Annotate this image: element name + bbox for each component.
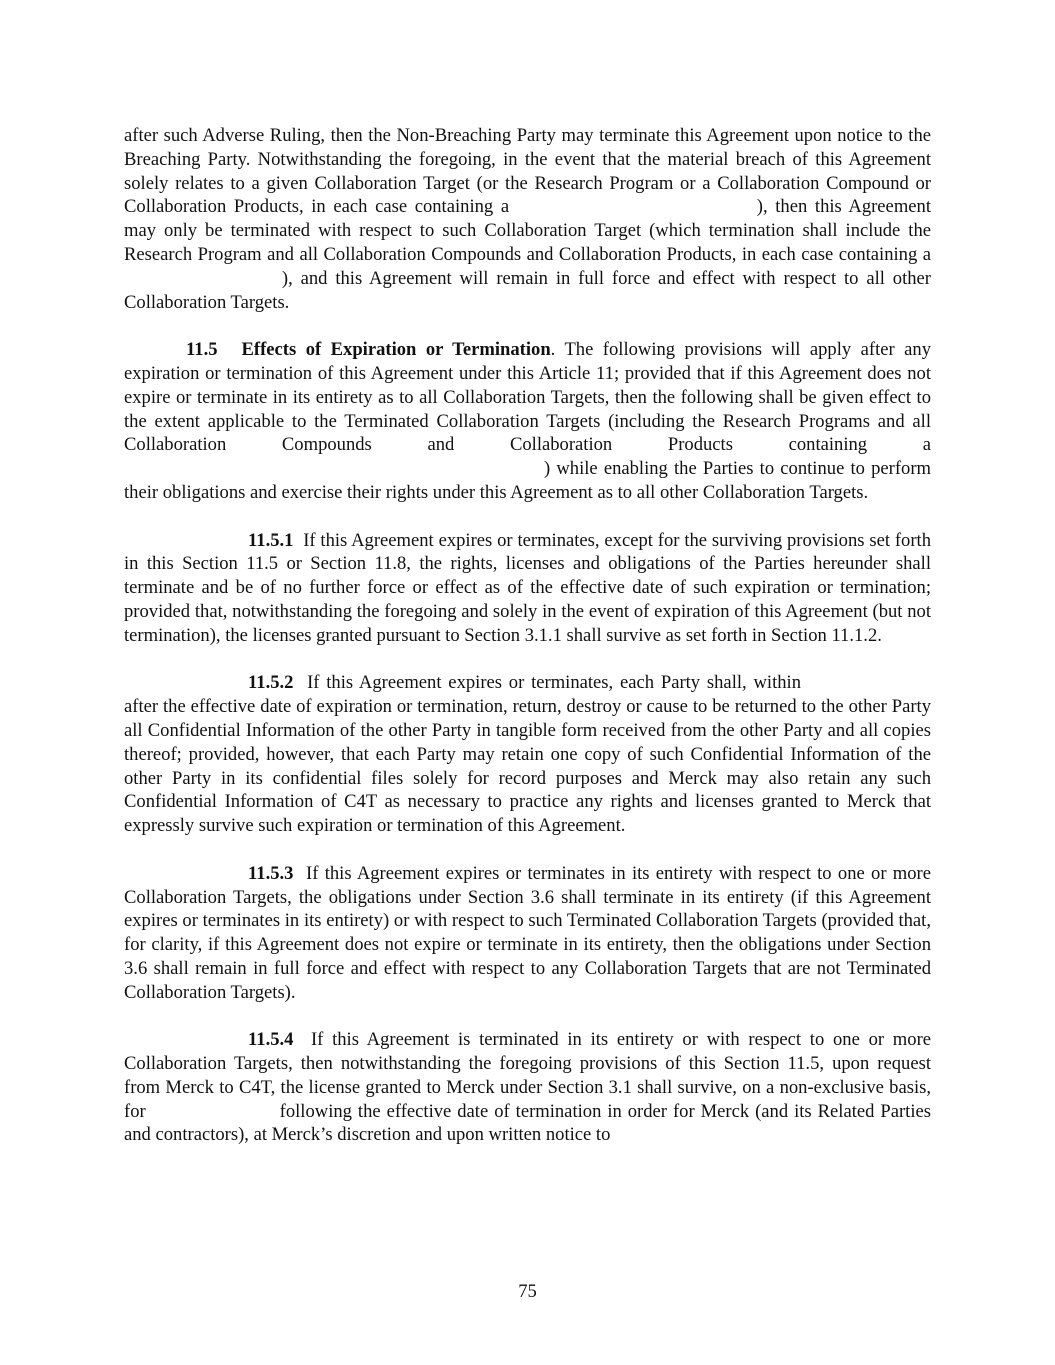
- section-text: If this Agreement expires or terminates, except for the surviving provisions set forth in this Section 11.5 or Section 11.8, the rights, licenses and obligations of the Parties hereunder shall terminate and be of no further force or effect as of the effective date of such expiration or termination; provided that, notwithstanding the foregoing and solely in the event of expiration of this Agreement (but not termination), the licenses granted pursuant to Section 3.1.1 shall survive as set forth in Section 11.1.2.: [124, 529, 931, 646]
- paragraph-continuation: [124, 124, 931, 314]
- section-text: If this Agreement expires or terminates in its entirety with respect to one or more Collaboration Targets, the obligations under Section 3.6 shall terminate in its entirety (if this Agreement expires or terminates in its entirety) or with respect to such Terminated Collaboration Targets (provided that, for clarity, if this Agreement does not expire or terminate in its entirety, then the obligations under Section 3.6 shall remain in full force and effect with respect to any Collaboration Targets that are not Terminated Collaboration Targets).: [124, 862, 932, 1003]
- section-number: 11.5.4: [248, 1029, 294, 1051]
- section-number: 11.5.3: [248, 862, 294, 884]
- section-11-5-3: [124, 862, 931, 1005]
- paragraph-text: ), then this Agreement may only be terminated with respect to such Collaboration Target (which termination shall include the Research Program and all Collaboration Compounds and Collaboration Products, in each case containing a: [124, 196, 931, 265]
- section-text: after the effective date of expiration or termination, return, destroy or cause to be returned to the other Party all Confidential Information of the other Party in tangible form received from the other Party and all copies thereof; provided, however, that each Party may retain one copy of such Confidential Information of the other Party in its confidential files solely for record purposes and Merck may also retain any such Confidential Information of C4T as necessary to practice any rights and licenses granted to Merck that expressly survive such expiration or termination of this Agreement.: [124, 696, 931, 837]
- section-11-5-4: [124, 1028, 931, 1147]
- section-text: ) while enabling the Parties to continue to perform their obligations and exercise their rights under this Agreement as to all other Collaboration Targets.: [124, 458, 931, 503]
- page-number: 75: [518, 1281, 537, 1302]
- section-heading: Effects of Expiration or Termination: [241, 339, 551, 361]
- section-11-5-1: [124, 529, 931, 648]
- section-11-5: [124, 338, 931, 505]
- paragraph-text: ), and this Agreement will remain in full force and effect with respect to all other Collaboration Targets.: [124, 267, 931, 313]
- section-number: 11.5: [186, 339, 218, 361]
- section-11-5-2: [124, 671, 931, 838]
- section-number: 11.5.1: [248, 529, 294, 551]
- section-text: If this Agreement is terminated in its entirety or with respect to one or more Collaboration Targets, then notwithstanding the foregoing provisions of this Section 11.5, upon request from Merck to C4T, the license granted to Merck under Section 3.1 shall survive, on a non-exclusive basis, for: [124, 1029, 932, 1122]
- section-text: If this Agreement expires or terminates, each Party shall, within: [307, 672, 801, 694]
- document-page: [124, 124, 931, 1147]
- section-text: following the effective date of termination in order for Merck (and its Related Parties and contractors), at Merck’s discretion and upon written notice to: [124, 1100, 931, 1146]
- section-text: . The following provisions will apply after any expiration or termination of this Agreement under this Article 11; provided that if this Agreement does not expire or terminate in its entirety as to all Collaboration Targets, then the following shall be given effect to the extent applicable to the Terminated Collaboration Targets (including the Research Programs and all Collaboration Compounds and Collaboration Products containing a: [124, 339, 932, 456]
- section-number: 11.5.2: [248, 672, 294, 694]
- paragraph-text: after such Adverse Ruling, then the Non-Breaching Party may terminate this Agreement upon notice to the Breaching Party. Notwithstanding the foregoing, in the event that the material breach of this Agreement solely relates to a given Collaboration Target (or the Research Program or a Collaboration Compound or Collaboration Products, in each case containing a: [124, 125, 931, 218]
